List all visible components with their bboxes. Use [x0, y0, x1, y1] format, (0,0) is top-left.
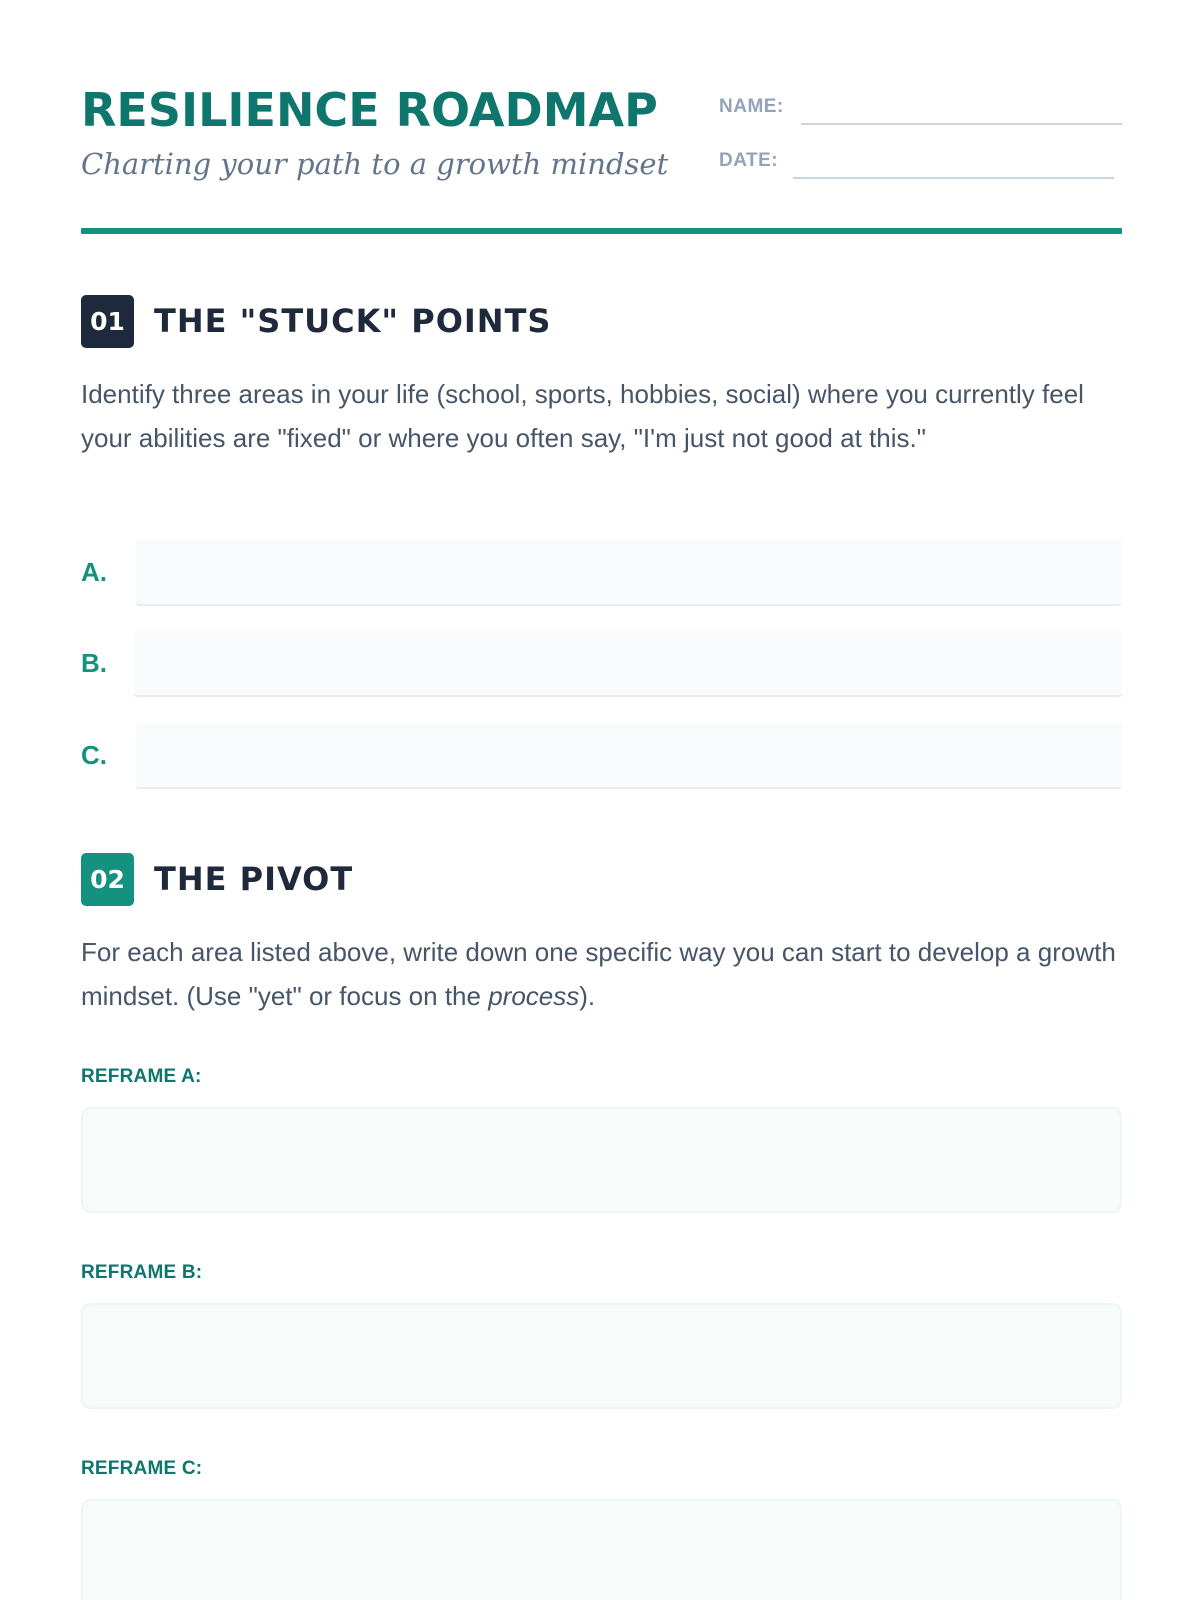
student-info — [719, 90, 1122, 198]
answer-row-b — [81, 631, 1122, 697]
section-number-badge: 01 — [81, 295, 134, 348]
worksheet-page — [81, 0, 1122, 1600]
description-text: For each area listed above, write down one specific way you can start to develop a growth mindset. (Use "yet" or focus on the — [81, 937, 1116, 1011]
page-title: RESILIENCE ROADMAP — [81, 83, 658, 137]
answer-field-c[interactable] — [136, 723, 1122, 789]
reframe-c-field[interactable] — [81, 1499, 1122, 1600]
answer-field-a[interactable] — [136, 540, 1122, 606]
reframe-b-label: REFRAME B: — [81, 1262, 203, 1283]
name-label: NAME: — [719, 96, 784, 117]
header-divider — [81, 228, 1122, 234]
section-title: THE PIVOT — [154, 860, 354, 898]
worksheet-header — [81, 82, 1122, 232]
date-row — [719, 144, 1122, 198]
reframe-b-field[interactable] — [81, 1303, 1122, 1409]
description-text-end: ). — [579, 980, 596, 1011]
answer-letter: C. — [81, 740, 107, 770]
section-pivot-heading — [81, 853, 1122, 905]
section-pivot-description — [81, 931, 1122, 1018]
answer-row-c — [81, 723, 1122, 789]
page-subtitle: Charting your path to a growth mindset — [81, 147, 669, 181]
answer-letter: B. — [81, 648, 107, 678]
section-title: THE "STUCK" POINTS — [154, 302, 552, 340]
date-field[interactable] — [793, 177, 1114, 179]
reframe-a-label: REFRAME A: — [81, 1066, 202, 1087]
description-emphasis: process — [488, 980, 580, 1011]
name-row — [719, 90, 1122, 144]
answer-field-b[interactable] — [134, 631, 1122, 697]
name-field[interactable] — [801, 123, 1122, 125]
date-label: DATE: — [719, 150, 779, 171]
section-number-badge: 02 — [81, 853, 134, 906]
reframe-a-field[interactable] — [81, 1107, 1122, 1213]
section-stuck-points-heading — [81, 295, 1122, 347]
reframe-c-label: REFRAME C: — [81, 1458, 203, 1479]
section-stuck-points-description: Identify three areas in your life (school, sports, hobbies, social) where you currently feel your abilities are "fixed" or where you often say, "I'm just not good at this." — [81, 379, 1084, 453]
answer-row-a — [81, 540, 1122, 606]
answer-letter: A. — [81, 557, 107, 587]
